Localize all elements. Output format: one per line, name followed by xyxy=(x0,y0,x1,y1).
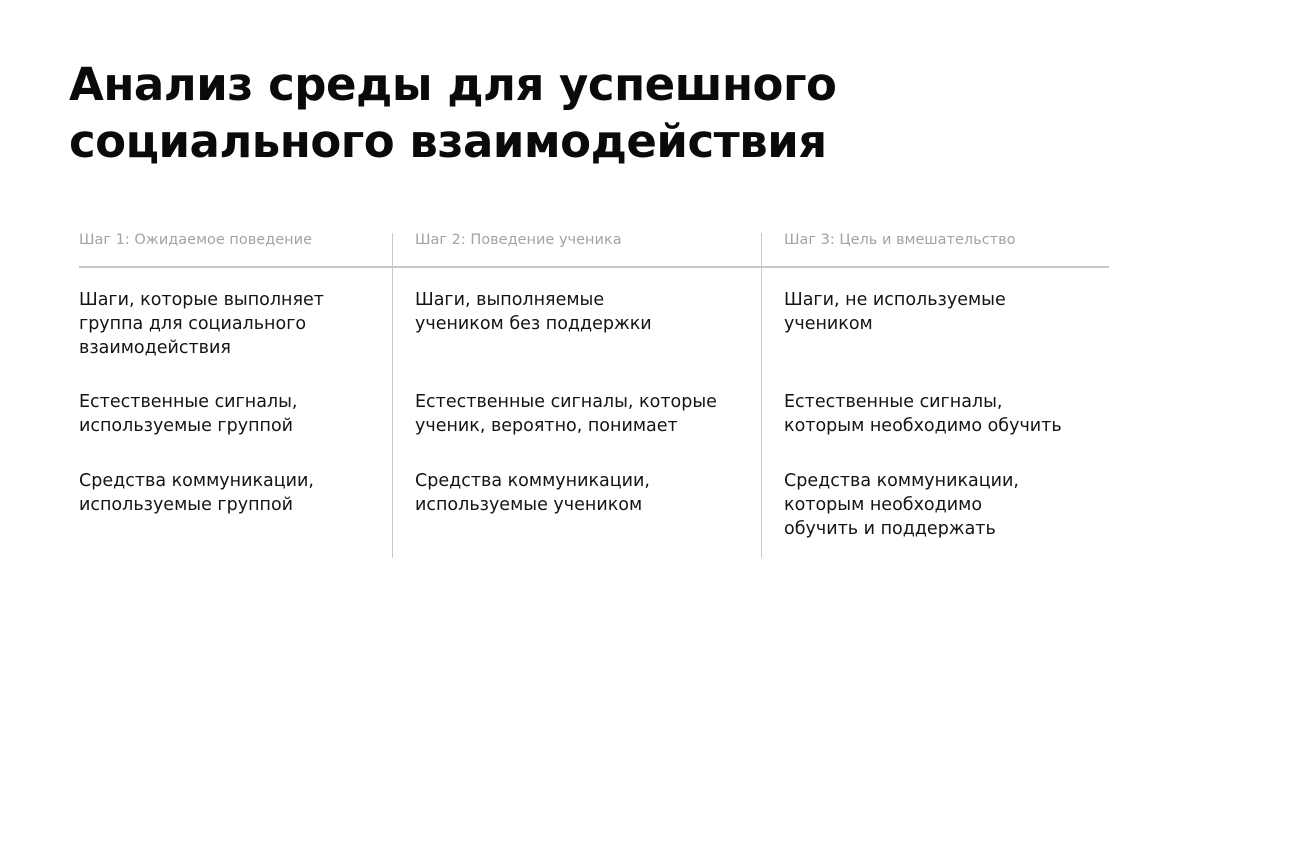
cell-step-3-communication: Средства коммуникации, которым необходимо обучить и поддержать xyxy=(784,471,1019,539)
cell-step-2-communication: Средства коммуникации, используемые учеником xyxy=(415,471,650,515)
page-title-line-1: Анализ среды для успешного xyxy=(69,58,837,111)
cell-step-3-steps: Шаги, не используемые учеником xyxy=(784,290,1006,334)
column-header-step-1: Шаг 1: Ожидаемое поведение xyxy=(79,232,312,248)
cell-step-2-signals: Естественные сигналы, которые ученик, вероятно, понимает xyxy=(415,392,717,436)
column-header-step-2: Шаг 2: Поведение ученика xyxy=(415,232,622,248)
header-divider xyxy=(79,266,1109,268)
analysis-table xyxy=(79,228,1109,558)
cell-step-1-steps: Шаги, которые выполняет группа для социального взаимодействия xyxy=(79,290,324,358)
cell-step-1-signals: Естественные сигналы, используемые группой xyxy=(79,392,298,436)
column-divider-1 xyxy=(392,233,393,558)
cell-step-1-communication: Средства коммуникации, используемые группой xyxy=(79,471,314,515)
cell-step-3-signals: Естественные сигналы, которым необходимо обучить xyxy=(784,392,1062,436)
page-title xyxy=(69,56,836,170)
cell-step-2-steps: Шаги, выполняемые учеником без поддержки xyxy=(415,290,652,334)
page-title-line-2: социального взаимодействия xyxy=(69,115,827,168)
column-divider-2 xyxy=(761,233,762,558)
column-header-step-3: Шаг 3: Цель и вмешательство xyxy=(784,232,1016,248)
